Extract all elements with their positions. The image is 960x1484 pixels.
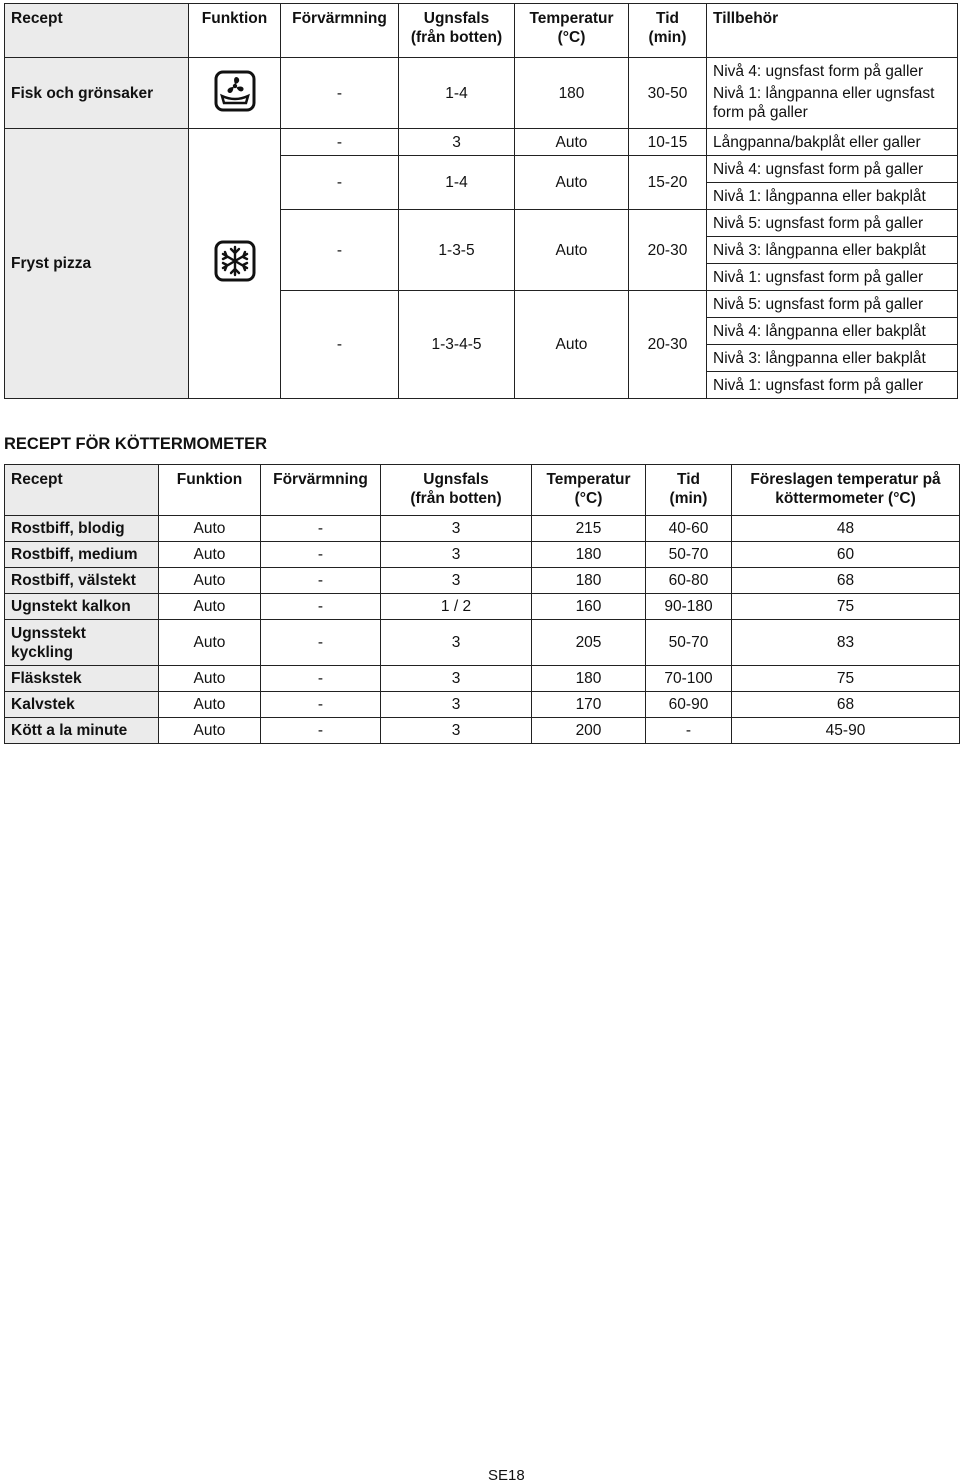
temp-cell: 200 [532, 718, 646, 744]
preheat-cell: - [261, 568, 381, 594]
preheat-cell: - [261, 542, 381, 568]
time-cell: 60-80 [646, 568, 732, 594]
accessory-line: Nivå 4: ugnsfast form på galler [707, 58, 958, 85]
header-temp-sub: (°C) [557, 29, 586, 46]
shelf-fish: 1-4 [399, 58, 515, 129]
temp-pizza-3: Auto [515, 210, 629, 291]
recipe-cell: Rostbiff, blodig [5, 516, 159, 542]
shelf-pizza-4: 1-3-4-5 [399, 291, 515, 399]
accessory-line: Nivå 3: långpanna eller bakplåt [707, 237, 958, 264]
probe-cell: 60 [732, 542, 960, 568]
table-row [5, 594, 960, 620]
header-function: Funktion [159, 465, 261, 516]
accessory-line: Nivå 1: långpanna eller ugnsfast form på galler [707, 84, 958, 129]
preheat-pizza-4: - [281, 291, 399, 399]
recipe-cell: Rostbiff, medium [5, 542, 159, 568]
accessory-line: Nivå 1: långpanna eller bakplåt [707, 183, 958, 210]
function-pizza [189, 129, 281, 399]
function-cell: Auto [159, 718, 261, 744]
accessory-line: Nivå 1: ugnsfast form på galler [707, 264, 958, 291]
header-temp-sub: (°C) [574, 490, 603, 507]
recipe-cell: Ugnsstekt kyckling [5, 620, 159, 666]
probe-cell: 75 [732, 666, 960, 692]
preheat-cell: - [261, 718, 381, 744]
shelf-pizza-2: 1-4 [399, 156, 515, 210]
recipe-pizza: Fryst pizza [5, 129, 189, 399]
time-cell: 70-100 [646, 666, 732, 692]
header-preheat: Förvärmning [261, 465, 381, 516]
function-cell: Auto [159, 594, 261, 620]
header-probe-label: Föreslagen temperatur på [750, 471, 941, 488]
temp-cell: 180 [532, 542, 646, 568]
function-cell: Auto [159, 692, 261, 718]
shelf-cell: 3 [381, 620, 532, 666]
preheat-cell: - [261, 666, 381, 692]
shelf-cell: 1 / 2 [381, 594, 532, 620]
header-probe-sub: köttermometer (°C) [775, 490, 916, 507]
table-row [5, 542, 960, 568]
shelf-cell: 3 [381, 542, 532, 568]
probe-cell: 68 [732, 692, 960, 718]
function-cell: Auto [159, 568, 261, 594]
preheat-pizza-1: - [281, 129, 399, 156]
function-cell: Auto [159, 516, 261, 542]
header-preheat: Förvärmning [281, 4, 399, 58]
time-cell: 50-70 [646, 542, 732, 568]
header-accessories: Tillbehör [707, 4, 958, 58]
time-cell: 90-180 [646, 594, 732, 620]
table-row [5, 718, 960, 744]
header-shelf-label: Ugnsfals [423, 10, 490, 27]
table-row [5, 666, 960, 692]
probe-cell: 83 [732, 620, 960, 666]
time-fish: 30-50 [629, 58, 707, 129]
accessory-line: Nivå 5: ugnsfast form på galler [707, 291, 958, 318]
preheat-fish: - [281, 58, 399, 129]
header-shelf [399, 4, 515, 58]
temp-pizza-2: Auto [515, 156, 629, 210]
header-time [646, 465, 732, 516]
function-cell: Auto [159, 620, 261, 666]
probe-cell: 75 [732, 594, 960, 620]
table-row [5, 568, 960, 594]
header-temp-label: Temperatur [529, 10, 614, 27]
accessory-line: Nivå 5: ugnsfast form på galler [707, 210, 958, 237]
time-cell: 50-70 [646, 620, 732, 666]
header-shelf-sub: (från botten) [410, 490, 502, 507]
time-pizza-4: 20-30 [629, 291, 707, 399]
temp-cell: 170 [532, 692, 646, 718]
probe-cell: 48 [732, 516, 960, 542]
table-row [5, 516, 960, 542]
preheat-cell: - [261, 594, 381, 620]
shelf-cell: 3 [381, 568, 532, 594]
header-temp-label: Temperatur [546, 471, 631, 488]
recipe-cell: Kalvstek [5, 692, 159, 718]
shelf-pizza-3: 1-3-5 [399, 210, 515, 291]
cooking-table [4, 3, 958, 399]
function-cell: Auto [159, 666, 261, 692]
function-fish [189, 58, 281, 129]
header-shelf-sub: (från botten) [410, 29, 503, 46]
function-cell: Auto [159, 542, 261, 568]
probe-cell: 45-90 [732, 718, 960, 744]
table-row [5, 692, 960, 718]
accessory-line: Nivå 4: ugnsfast form på galler [707, 156, 958, 183]
accessory-line: Nivå 1: ugnsfast form på galler [707, 372, 958, 399]
header-time-sub: (min) [648, 29, 687, 46]
header-shelf-label: Ugnsfals [423, 471, 489, 488]
section-title: RECEPT FÖR KÖTTERMOMETER [4, 435, 268, 453]
temp-cell: 205 [532, 620, 646, 666]
header-temp [532, 465, 646, 516]
time-pizza-1: 10-15 [629, 129, 707, 156]
header-recipe: Recept [5, 4, 189, 58]
accessory-line: Nivå 3: långpanna eller bakplåt [707, 345, 958, 372]
table-row [5, 620, 960, 666]
snowflake-icon [213, 239, 257, 283]
temp-pizza-4: Auto [515, 291, 629, 399]
header-probe-temp [732, 465, 960, 516]
recipe-cell: Ugnstekt kalkon [5, 594, 159, 620]
temp-cell: 215 [532, 516, 646, 542]
meat-probe-table [4, 464, 960, 744]
time-pizza-2: 15-20 [629, 156, 707, 210]
recipe-cell: Kött a la minute [5, 718, 159, 744]
header-temp [515, 4, 629, 58]
temp-cell: 180 [532, 666, 646, 692]
time-cell: - [646, 718, 732, 744]
recipe-fish: Fisk och grönsaker [5, 58, 189, 129]
probe-cell: 68 [732, 568, 960, 594]
header-time [629, 4, 707, 58]
page-number: SE18 [488, 1467, 525, 1484]
time-cell: 40-60 [646, 516, 732, 542]
accessory-line: Nivå 4: långpanna eller bakplåt [707, 318, 958, 345]
fan-tray-icon [213, 69, 257, 113]
time-pizza-3: 20-30 [629, 210, 707, 291]
shelf-cell: 3 [381, 692, 532, 718]
temp-fish: 180 [515, 58, 629, 129]
preheat-cell: - [261, 516, 381, 542]
recipe-cell: Rostbiff, välstekt [5, 568, 159, 594]
preheat-cell: - [261, 692, 381, 718]
header-shelf [381, 465, 532, 516]
shelf-cell: 3 [381, 666, 532, 692]
header-time-label: Tid [677, 471, 700, 488]
header-time-sub: (min) [669, 490, 708, 507]
temp-cell: 180 [532, 568, 646, 594]
shelf-cell: 3 [381, 718, 532, 744]
time-cell: 60-90 [646, 692, 732, 718]
accessory-line: Långpanna/bakplåt eller galler [707, 129, 958, 156]
shelf-pizza-1: 3 [399, 129, 515, 156]
shelf-cell: 3 [381, 516, 532, 542]
header-recipe: Recept [5, 465, 159, 516]
header-time-label: Tid [656, 10, 679, 27]
recipe-cell: Fläskstek [5, 666, 159, 692]
preheat-pizza-3: - [281, 210, 399, 291]
preheat-pizza-2: - [281, 156, 399, 210]
header-function: Funktion [189, 4, 281, 58]
preheat-cell: - [261, 620, 381, 666]
temp-cell: 160 [532, 594, 646, 620]
temp-pizza-1: Auto [515, 129, 629, 156]
